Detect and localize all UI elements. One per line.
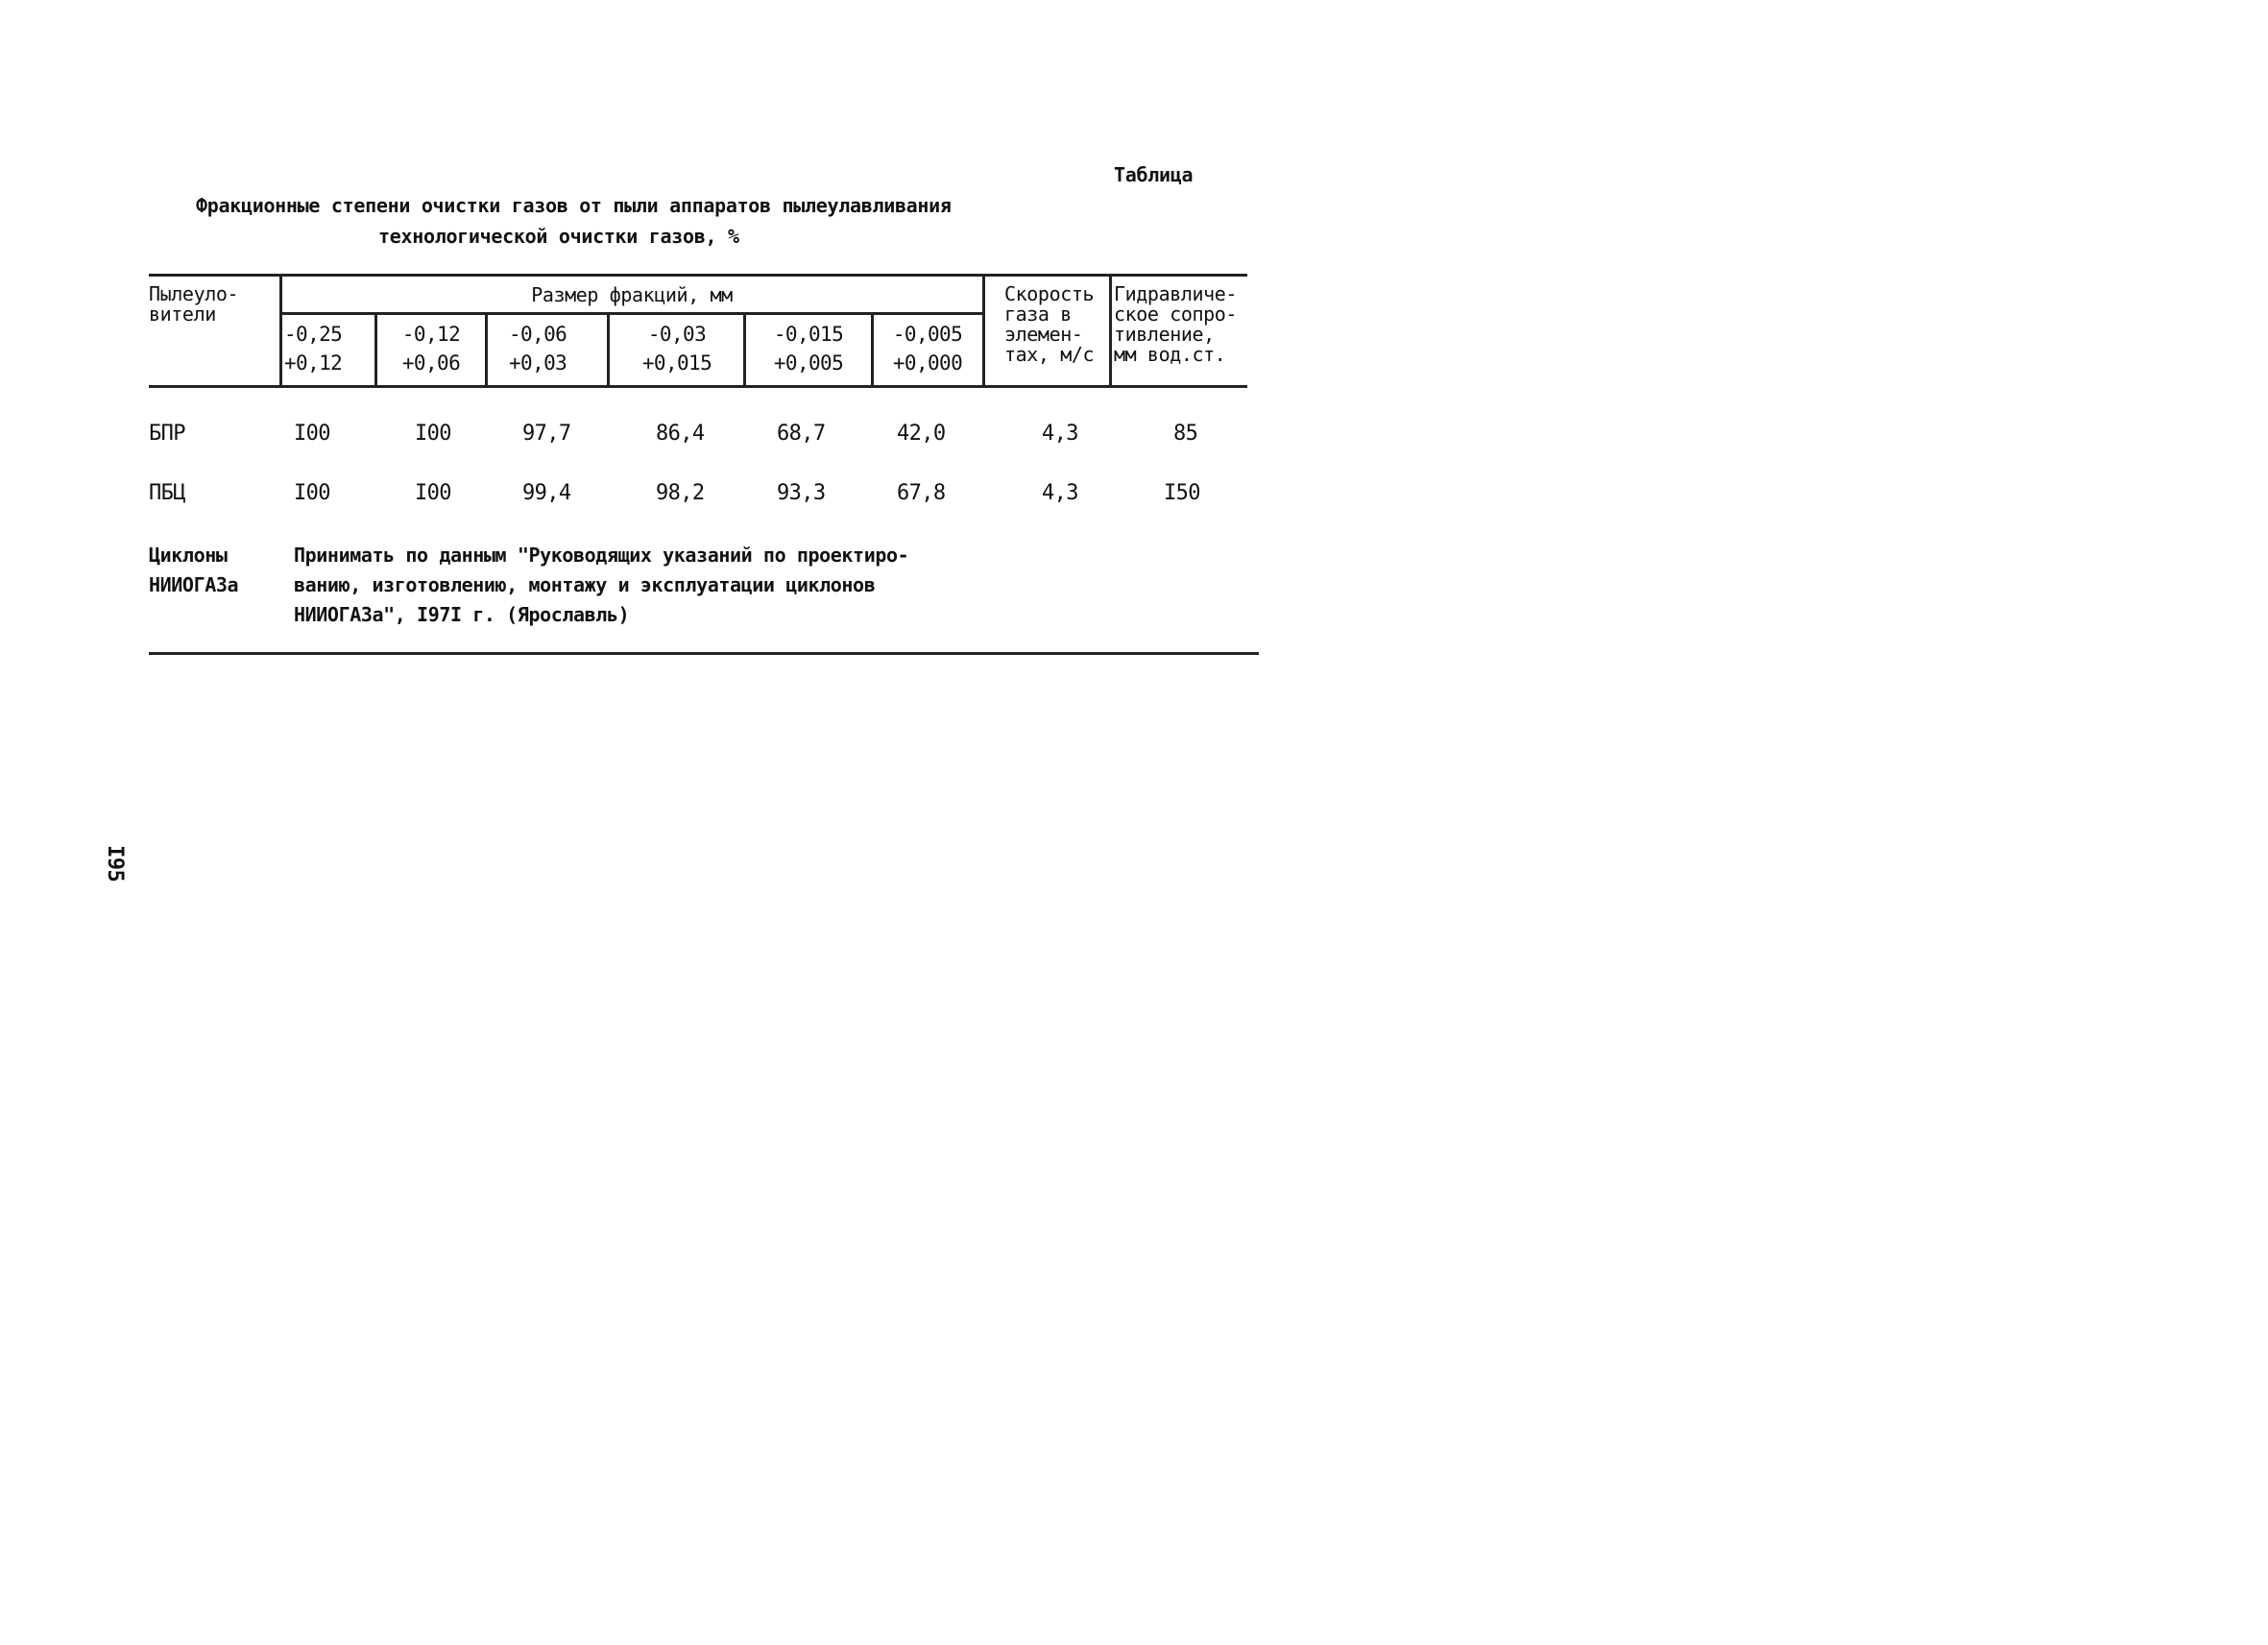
col-divider (871, 313, 874, 386)
header-hydraulic-resistance: Гидравличе- ское сопро- тивление, мм вод.ст. (1114, 282, 1238, 366)
table-cell-resistance: 85 (1173, 422, 1198, 446)
page-number: I95 (103, 845, 127, 883)
table-cell: 93,3 (777, 481, 826, 505)
table-cell-speed: 4,3 (1042, 481, 1078, 505)
col-divider (982, 275, 985, 386)
header-fraction-1: -0,25 +0,12 (284, 323, 343, 375)
row-device: БПР (149, 422, 185, 446)
table-cell: 99,4 (522, 481, 571, 505)
header-fraction-2: -0,12 +0,06 (401, 323, 461, 375)
table-cell: 68,7 (777, 422, 826, 446)
note-row-device: Циклоны НИИОГАЗа (149, 544, 239, 596)
table-cell: 97,7 (522, 422, 571, 446)
header-fraction-5: -0,015 +0,005 (773, 323, 844, 375)
table-cell: 86,4 (656, 422, 705, 446)
header-fraction-3: -0,06 +0,03 (509, 323, 567, 375)
table-cell: I00 (294, 481, 330, 505)
row-device: ПБЦ (149, 481, 185, 505)
header-fraction-4: -0,03 +0,015 (641, 323, 712, 375)
table-cell: 98,2 (656, 481, 705, 505)
table-cell: I00 (415, 481, 451, 505)
header-devices: Пылеуло- вители (149, 282, 239, 326)
table-cell: I00 (415, 422, 451, 446)
table-top-rule (149, 274, 1247, 277)
col-divider (485, 313, 488, 386)
table-bottom-rule (149, 652, 1259, 655)
table-title-line-1: Фракционные степени очистки газов от пыли аппаратов пылеулавливания (196, 194, 952, 217)
note-row-text: Принимать по данным "Руководящих указаний по проектиро- ванию, изготовлению, монтажу и эксплуатации циклонов НИИОГАЗа", I97I г. (Ярославль) (294, 544, 909, 626)
fraction-subheader-rule (280, 312, 983, 315)
table-cell-speed: 4,3 (1042, 422, 1078, 446)
col-divider (1109, 275, 1112, 386)
table-label: Таблица (1114, 163, 1194, 186)
header-fraction-6: -0,005 +0,000 (892, 323, 963, 375)
col-divider (374, 313, 377, 386)
table-cell-resistance: I50 (1164, 481, 1200, 505)
header-bottom-rule (149, 385, 1247, 388)
col-divider (743, 313, 746, 386)
table-cell: 42,0 (897, 422, 946, 446)
table-title-line-2: технологической очистки газов, % (378, 225, 739, 248)
col-divider (607, 313, 610, 386)
table-cell: I00 (294, 422, 330, 446)
table-cell: 67,8 (897, 481, 946, 505)
header-fraction-size: Размер фракций, мм (531, 283, 733, 306)
header-gas-speed: Скорость газа в элемен- тах, м/с (1004, 282, 1095, 366)
document-page (0, 0, 1497, 1078)
